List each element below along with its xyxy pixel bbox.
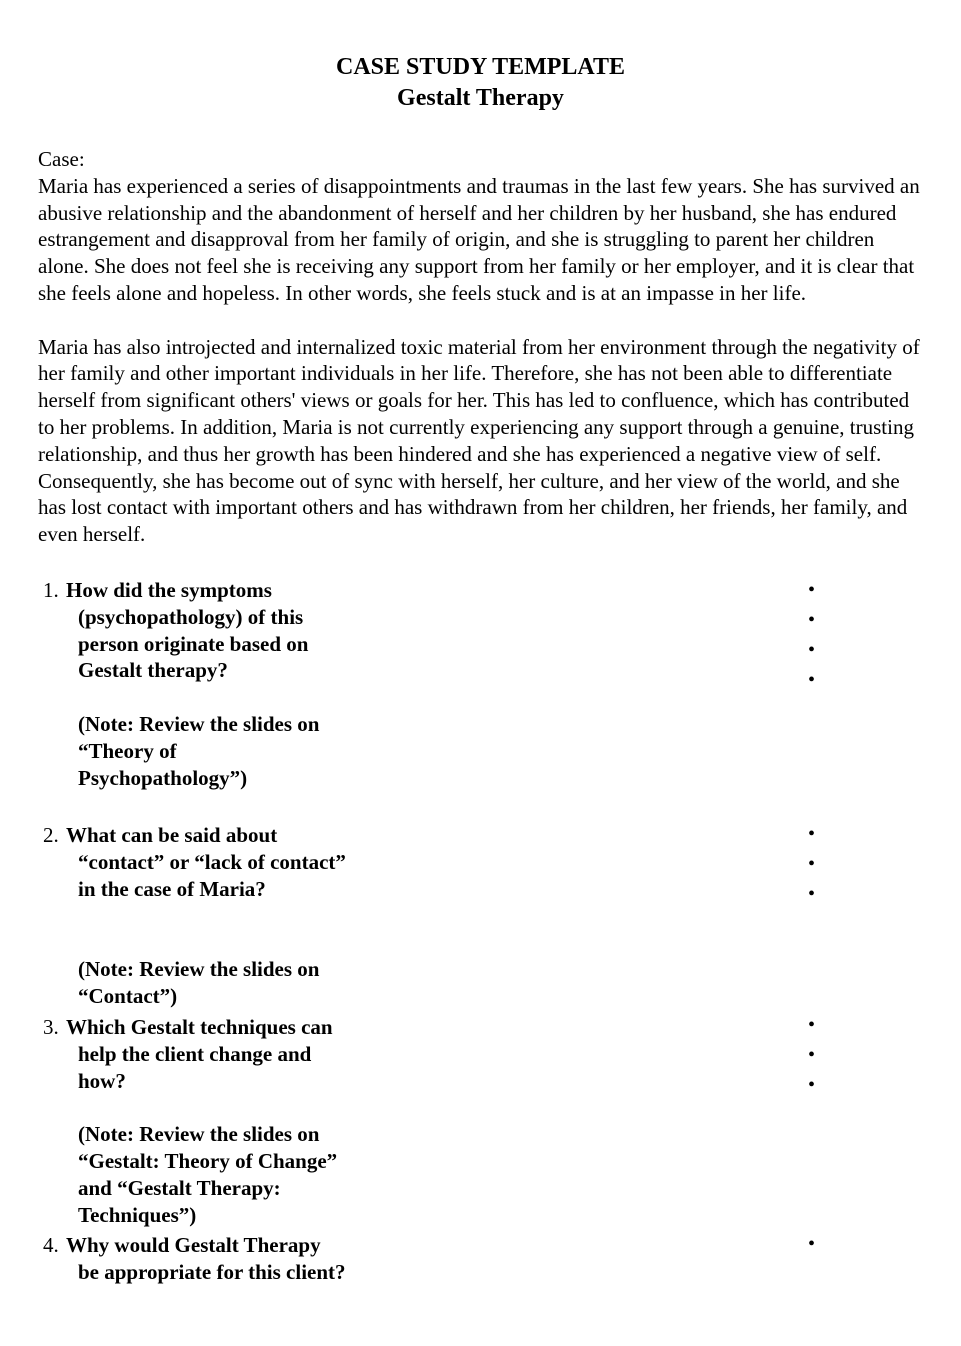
note-line: “Gestalt: Theory of Change” [78,1148,338,1173]
case-paragraph-2: Maria has also introjected and internalized toxic material from her environment through the negativity of her family and other important individuals in her life. Therefore, she has not been able to differentiate herself from significant others' views or goals for her. This has led to confluence, which has contributed to her problems. In addition, Maria is not currently experiencing any support through a genuine, trusting relationship, and thus her growth has been hindered and she has experienced a negative view of self. Consequently, she has become out of sync with herself, her culture, and her view of the world, and she has lost contact with important others and has withdrawn from her children, her friends, her family, and even herself. [38,334,920,547]
answer-bullet: • [808,1044,816,1066]
answer-bullet: • [808,609,816,631]
question-number: 2. [43,823,59,847]
case-paragraph-1: Maria has experienced a series of disappointments and traumas in the last few years. She has survived an abusive relationship and the abandonment of herself and her children by her husband, she has endured estrangement and disapproval from her family of origin, and she is struggling to parent her children alone. She does not feel she is receiving any support from her family or her employer, and it is clear that she feels alone and hopeless. In other words, she feels stuck and is at an impasse in her life. [38,173,920,305]
question-2 [38,822,458,1010]
answer-bullet: • [808,669,816,691]
question-line: Gestalt therapy? [78,658,228,683]
question-line: What can be said about [66,823,278,847]
answer-bullet: • [808,853,816,875]
document-subtitle: Gestalt Therapy [397,85,564,111]
answer-bullets-1 [808,575,828,695]
question-line: be appropriate for this client? [78,1259,346,1284]
question-line: Which Gestalt techniques can [66,1015,333,1039]
answer-bullet: • [808,1233,816,1255]
note-line: “Theory of [78,738,177,763]
question-number: 4. [43,1233,59,1257]
note-line: “Contact”) [78,983,178,1008]
question-number: 3. [43,1015,59,1039]
question-note [78,956,458,1010]
question-line: person originate based on [78,631,309,656]
answer-bullets-3 [808,1010,828,1100]
question-text [66,1232,458,1286]
question-text [66,577,458,684]
answer-bullets-4 [808,1229,828,1259]
answer-bullet: • [808,639,816,661]
question-text [66,1014,458,1094]
question-text [66,822,458,902]
question-line: (psychopathology) of this [78,604,304,629]
question-note [78,1121,458,1228]
document-title: CASE STUDY TEMPLATE [336,54,625,80]
note-line: Psychopathology”) [78,765,248,790]
answer-bullet: • [808,579,816,601]
question-line: How did the symptoms [66,578,272,602]
case-description [38,146,930,548]
question-line: help the client change and [78,1041,312,1066]
question-line: in the case of Maria? [78,876,266,901]
note-line: and “Gestalt Therapy: [78,1175,281,1200]
question-3 [38,1014,458,1228]
note-line: (Note: Review the slides on [78,956,320,981]
answer-bullets-2 [808,819,828,909]
question-line: “contact” or “lack of contact” [78,849,346,874]
question-line: Why would Gestalt Therapy [66,1233,321,1257]
question-number: 1. [43,578,59,602]
question-note [78,711,458,791]
answer-bullet: • [808,1014,816,1036]
question-line: how? [78,1068,126,1093]
document-header [0,52,961,114]
note-line: (Note: Review the slides on [78,711,320,736]
question-1 [38,577,458,791]
answer-bullet: • [808,883,816,905]
question-4 [38,1232,458,1286]
answer-bullet: • [808,1074,816,1096]
note-line: (Note: Review the slides on [78,1122,320,1147]
answer-bullet: • [808,823,816,845]
case-label: Case: [38,147,85,171]
note-line: Techniques”) [78,1202,197,1227]
